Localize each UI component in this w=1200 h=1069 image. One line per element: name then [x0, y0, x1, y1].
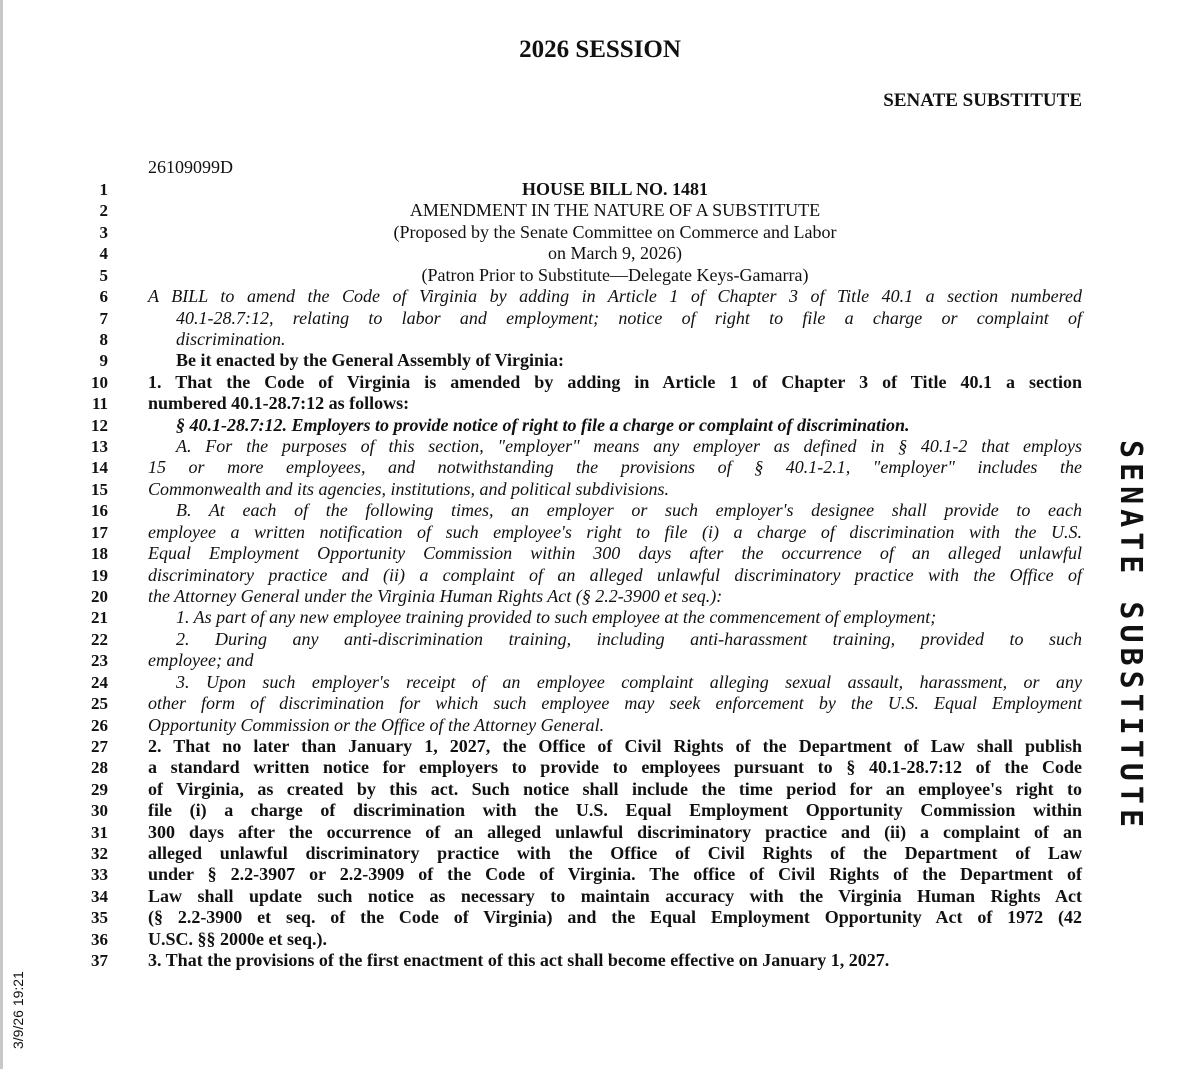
- line-text: A. For the purposes of this section, "employer" means any employer as defined in § 40.1-2 that employs: [176, 436, 1082, 457]
- bill-line: [0, 843, 1200, 864]
- bill-line: [0, 522, 1200, 543]
- line-text: Opportunity Commission or the Office of the Attorney General.: [148, 714, 605, 735]
- bill-line: [0, 222, 1200, 243]
- bill-line: [0, 929, 1200, 950]
- line-text: under § 2.2-3907 or 2.2-3909 of the Code of Virginia. The office of Civil Rights of the Department of: [148, 864, 1082, 885]
- line-number: 14: [91, 458, 108, 478]
- line-text: Commonwealth and its agencies, institutions, and political subdivisions.: [148, 478, 669, 499]
- line-number: 29: [91, 779, 108, 799]
- bill-line: [0, 672, 1200, 693]
- bill-line: [0, 286, 1200, 307]
- line-number: 18: [91, 544, 108, 564]
- bill-line: [0, 265, 1200, 286]
- line-text: Be it enacted by the General Assembly of Virginia:: [176, 350, 564, 371]
- line-text: 40.1-28.7:12, relating to labor and employment; notice of right to file a charge or complaint of: [176, 307, 1082, 328]
- line-number: 4: [99, 244, 108, 264]
- line-number: 17: [91, 522, 108, 542]
- line-text: U.SC. §§ 2000e et seq.).: [148, 928, 327, 949]
- line-number: 9: [99, 351, 108, 371]
- line-number: 8: [99, 329, 108, 349]
- line-number: 6: [99, 287, 108, 307]
- line-text: of Virginia, as created by this act. Such notice shall include the time period for an employee's right to: [148, 778, 1082, 799]
- line-number: 22: [91, 629, 108, 649]
- line-number: 27: [91, 736, 108, 756]
- bill-line: [0, 736, 1200, 757]
- line-number: 2: [99, 201, 108, 221]
- bill-line: [0, 200, 1200, 221]
- line-text: Equal Employment Opportunity Commission within 300 days after the occurrence of an alleged unlawful: [148, 543, 1082, 564]
- line-number: 23: [91, 651, 108, 671]
- bill-line: [0, 907, 1200, 928]
- line-number: 32: [91, 844, 108, 864]
- substitute-label: SENATE SUBSTITUTE: [883, 90, 1082, 111]
- line-text: (Proposed by the Senate Committee on Commerce and Labor: [393, 221, 837, 242]
- line-text: AMENDMENT IN THE NATURE OF A SUBSTITUTE: [409, 200, 821, 221]
- line-number: 26: [91, 715, 108, 735]
- bill-line: [0, 607, 1200, 628]
- line-text: A BILL to amend the Code of Virginia by adding in Article 1 of Chapter 3 of Title 40.1 a section numbered: [148, 286, 1082, 307]
- bill-line: [0, 693, 1200, 714]
- line-text: 2. During any anti-discrimination training, including anti-harassment training, provided to such: [176, 628, 1082, 649]
- bill-line: [0, 757, 1200, 778]
- line-number: 16: [91, 501, 108, 521]
- bill-line: [0, 436, 1200, 457]
- line-text: § 40.1-28.7:12. Employers to provide notice of right to file a charge or complaint of discrimination.: [176, 414, 910, 435]
- line-text: 300 days after the occurrence of an alleged unlawful discriminatory practice and (ii) a complaint of an: [148, 821, 1082, 842]
- line-number: 1: [99, 180, 108, 199]
- line-number: 15: [91, 479, 108, 499]
- line-number: 21: [91, 608, 108, 628]
- line-text: discrimination.: [176, 328, 286, 349]
- bill-line: [0, 629, 1200, 650]
- line-text: 2. That no later than January 1, 2027, the Office of Civil Rights of the Department of Law shall publish: [148, 735, 1082, 756]
- line-number: 37: [91, 951, 108, 971]
- bill-line: [0, 886, 1200, 907]
- line-text: 15 or more employees, and notwithstanding the provisions of § 40.1-2.1, "employer" includes the: [148, 457, 1082, 478]
- bill-line: [0, 179, 1200, 200]
- bill-line: [0, 457, 1200, 478]
- bill-line: [0, 650, 1200, 671]
- line-text: 3. Upon such employer's receipt of an employee complaint alleging sexual assault, harassment, or any: [176, 671, 1082, 692]
- line-number: 31: [91, 822, 108, 842]
- bill-line: [0, 500, 1200, 521]
- line-number: 11: [91, 394, 108, 414]
- bill-line: [0, 243, 1200, 264]
- line-text: HOUSE BILL NO. 1481: [521, 179, 709, 199]
- line-text: file (i) a charge of discrimination with the U.S. Equal Employment Opportunity Commission within: [148, 800, 1082, 821]
- bill-line: [0, 308, 1200, 329]
- bill-line: [0, 415, 1200, 436]
- line-number: 30: [91, 801, 108, 821]
- line-number: 7: [99, 308, 108, 328]
- line-number: 12: [91, 415, 108, 435]
- line-number: 3: [99, 222, 108, 242]
- line-text: 1. As part of any new employee training provided to such employee at the commencement of employment;: [176, 607, 937, 628]
- session-title: 2026 SESSION: [519, 36, 681, 63]
- senate-substitute-sidebar: SENATE SUBSTITUTE: [1113, 440, 1148, 833]
- bill-line: [0, 586, 1200, 607]
- line-number: 25: [91, 694, 108, 714]
- line-text: (Patron Prior to Substitute—Delegate Keys-Gamarra): [421, 264, 809, 285]
- line-number: 20: [91, 586, 108, 606]
- line-number: 13: [91, 437, 108, 457]
- line-text: B. At each of the following times, an employer or such employer's designee shall provide to each: [176, 500, 1082, 521]
- line-text: discriminatory practice and (ii) a complaint of an alleged unlawful discriminatory practice with the Office of: [148, 564, 1082, 585]
- line-number: 34: [91, 886, 108, 906]
- line-text: a standard written notice for employers to provide to employees pursuant to § 40.1-28.7:12 of the Code: [148, 757, 1082, 778]
- bill-line: [0, 329, 1200, 350]
- line-number: 28: [91, 758, 108, 778]
- bill-line: [0, 543, 1200, 564]
- line-text: (§ 2.2-3900 et seq. of the Code of Virginia) and the Equal Employment Opportunity Act of 1972 (42: [148, 907, 1082, 928]
- line-text: on March 9, 2026): [548, 243, 682, 264]
- line-text: employee; and: [148, 650, 254, 671]
- bill-line: [0, 393, 1200, 414]
- bill-line: [0, 715, 1200, 736]
- bill-line: [0, 479, 1200, 500]
- line-text: other form of discrimination for which such employee may seek enforcement by the U.S. Equal Employment: [148, 693, 1082, 714]
- bill-line: [0, 822, 1200, 843]
- bill-line: [0, 864, 1200, 885]
- bill-line: [0, 800, 1200, 821]
- line-text: alleged unlawful discriminatory practice with the Office of Civil Rights of the Department of Law: [148, 843, 1082, 864]
- line-number: 35: [91, 908, 108, 928]
- line-number: 33: [91, 865, 108, 885]
- line-number: 24: [91, 672, 108, 692]
- line-text: numbered 40.1-28.7:12 as follows:: [148, 393, 410, 414]
- line-number: 36: [91, 929, 108, 949]
- line-text: 3. That the provisions of the first enactment of this act shall become effective on January 1, 2027.: [148, 950, 890, 971]
- line-text: 1. That the Code of Virginia is amended by adding in Article 1 of Chapter 3 of Title 40.1 a section: [148, 371, 1082, 392]
- bill-line: [0, 565, 1200, 586]
- bill-line: [0, 350, 1200, 371]
- line-text: Law shall update such notice as necessary to maintain accuracy with the Virginia Human Rights Act: [148, 885, 1082, 906]
- line-text: the Attorney General under the Virginia Human Rights Act (§ 2.2-3900 et seq.):: [148, 585, 723, 606]
- document-code: 26109099D: [148, 157, 233, 177]
- line-number: 19: [91, 565, 108, 585]
- line-text: employee a written notification of such employee's right to file (i) a charge of discrimination with the U.S.: [148, 521, 1082, 542]
- bill-line: [0, 779, 1200, 800]
- date-stamp: 3/9/26 19:21: [10, 971, 26, 1049]
- bill-line: [0, 372, 1200, 393]
- line-number: 5: [99, 265, 108, 285]
- bill-line: [0, 950, 1200, 971]
- line-number: 10: [91, 372, 108, 392]
